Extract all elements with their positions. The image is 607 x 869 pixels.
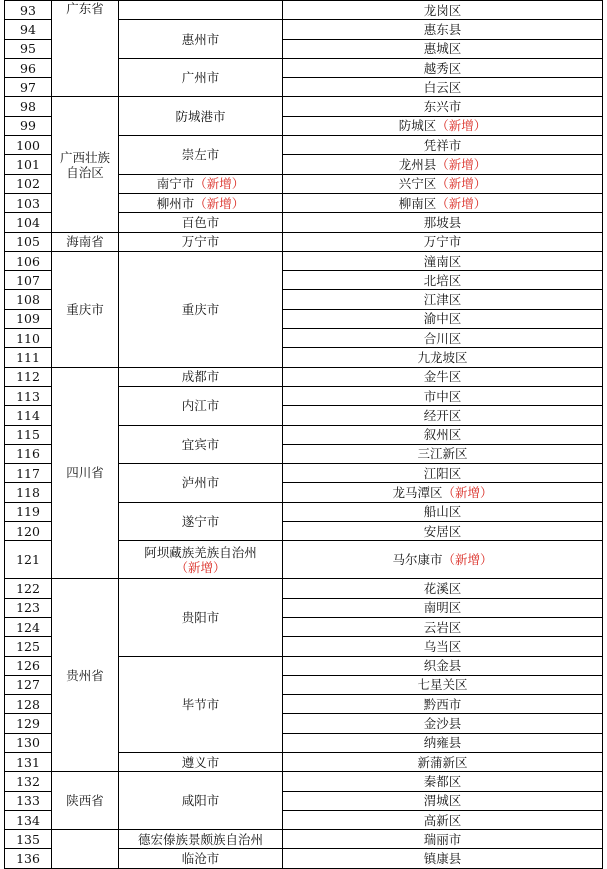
city-name: 内江市 — [181, 398, 220, 414]
district-name: 凭祥市 — [423, 137, 462, 153]
district-name: 高新区 — [423, 812, 462, 828]
city-name: 广州市 — [181, 70, 220, 86]
row-number-cell — [5, 213, 52, 232]
city-cell — [119, 58, 283, 97]
row-number: 131 — [16, 754, 40, 770]
district-name: 镇康县 — [423, 851, 462, 867]
table-row — [5, 232, 603, 251]
row-number: 104 — [16, 214, 40, 230]
city-cell — [119, 193, 283, 212]
district-cell — [283, 193, 603, 212]
district-name: 东兴市 — [423, 99, 462, 115]
district-name: 柳南区 — [398, 195, 437, 211]
city-cell — [119, 849, 283, 868]
row-number-cell — [5, 251, 52, 270]
row-number-cell — [5, 367, 52, 386]
district-name: 七星关区 — [417, 677, 468, 693]
row-number-cell — [5, 598, 52, 617]
district-cell — [283, 174, 603, 193]
row-number: 125 — [16, 638, 40, 654]
district-cell — [283, 213, 603, 232]
region-table — [4, 0, 603, 869]
district-cell — [283, 464, 603, 483]
new-tag: （新增） — [194, 195, 245, 211]
new-tag: （新增） — [194, 176, 245, 192]
district-cell — [283, 251, 603, 270]
row-number: 93 — [20, 2, 36, 18]
district-cell — [283, 406, 603, 425]
province-name: 广东省 — [66, 1, 104, 16]
district-cell — [283, 271, 603, 290]
row-number: 95 — [20, 41, 36, 57]
district-cell — [283, 714, 603, 733]
city-cell — [119, 1, 283, 20]
row-number: 111 — [16, 349, 40, 365]
row-number-cell — [5, 849, 52, 868]
city-name: 遂宁市 — [181, 514, 220, 530]
row-number: 119 — [16, 504, 40, 520]
city-cell — [119, 772, 283, 830]
table-row — [5, 1, 603, 20]
province-cell — [52, 830, 119, 869]
table-row — [5, 367, 603, 386]
district-cell — [283, 97, 603, 116]
city-cell — [119, 386, 283, 425]
row-number-cell — [5, 617, 52, 636]
row-number: 134 — [16, 812, 40, 828]
city-name: 惠州市 — [181, 31, 220, 47]
district-cell — [283, 444, 603, 463]
district-cell — [283, 733, 603, 752]
district-name: 合川区 — [423, 330, 462, 346]
row-number-cell — [5, 522, 52, 541]
district-name: 龙州县 — [398, 157, 437, 173]
city-name: 临沧市 — [181, 851, 220, 867]
district-name: 织金县 — [423, 658, 462, 674]
district-name: 秦都区 — [423, 773, 462, 789]
row-number: 97 — [20, 79, 36, 95]
city-cell — [119, 464, 283, 503]
city-name: 重庆市 — [181, 301, 220, 317]
new-tag: （新增） — [436, 195, 487, 211]
row-number-cell — [5, 290, 52, 309]
province-name: 陕西省 — [66, 793, 104, 809]
district-cell — [283, 483, 603, 502]
row-number: 107 — [16, 272, 40, 288]
district-name: 龙马潭区 — [392, 485, 443, 501]
city-cell — [119, 502, 283, 541]
district-name: 越秀区 — [423, 60, 462, 76]
province-cell — [52, 20, 119, 97]
new-tag: （新增） — [442, 485, 493, 501]
province-cell — [52, 579, 119, 772]
district-name: 新蒲新区 — [417, 754, 468, 770]
district-name: 九龙坡区 — [417, 349, 468, 365]
table-container — [4, 0, 603, 869]
province-cell — [52, 251, 119, 367]
row-number: 106 — [16, 253, 40, 269]
row-number-cell — [5, 752, 52, 771]
district-name: 瑞丽市 — [423, 831, 462, 847]
new-tag: （新增） — [175, 559, 226, 575]
district-cell — [283, 617, 603, 636]
district-cell — [283, 522, 603, 541]
city-cell — [119, 579, 283, 656]
district-name: 兴宁区 — [398, 176, 437, 192]
province-name: 重庆市 — [66, 301, 104, 317]
row-number: 115 — [16, 427, 40, 443]
city-cell — [119, 425, 283, 464]
row-number-cell — [5, 309, 52, 328]
row-number-cell — [5, 675, 52, 694]
district-name: 叙州区 — [423, 427, 462, 443]
district-cell — [283, 695, 603, 714]
row-number: 122 — [16, 580, 40, 596]
district-cell — [283, 386, 603, 405]
district-cell — [283, 830, 603, 849]
province-cell — [52, 772, 119, 830]
table-row — [5, 251, 603, 270]
district-name: 那坡县 — [423, 214, 462, 230]
city-name: 柳州市 — [156, 195, 195, 211]
city-name: 咸阳市 — [181, 793, 220, 809]
district-cell — [283, 58, 603, 77]
district-cell — [283, 309, 603, 328]
district-cell — [283, 752, 603, 771]
district-name: 金牛区 — [423, 369, 462, 385]
district-name: 花溪区 — [423, 580, 462, 596]
district-cell — [283, 232, 603, 251]
row-number-cell — [5, 541, 52, 579]
district-name: 经开区 — [423, 407, 462, 423]
city-name: 百色市 — [181, 214, 220, 230]
city-name: 南宁市 — [156, 176, 195, 192]
city-cell — [119, 830, 283, 849]
district-name: 纳雍县 — [423, 735, 462, 751]
city-cell — [119, 136, 283, 175]
city-cell — [119, 752, 283, 771]
city-cell — [119, 367, 283, 386]
row-number: 135 — [16, 831, 40, 847]
row-number-cell — [5, 174, 52, 193]
district-cell — [283, 155, 603, 174]
district-name: 渭城区 — [423, 793, 462, 809]
new-tag: （新增） — [436, 176, 487, 192]
row-number-cell — [5, 136, 52, 155]
row-number: 124 — [16, 619, 40, 635]
row-number: 117 — [16, 465, 40, 481]
row-number-cell — [5, 58, 52, 77]
province-cell — [52, 367, 119, 579]
row-number: 130 — [16, 735, 40, 751]
new-tag: （新增） — [442, 552, 493, 568]
district-cell — [283, 20, 603, 39]
district-cell — [283, 541, 603, 579]
district-cell — [283, 290, 603, 309]
row-number-cell — [5, 772, 52, 791]
row-number: 120 — [16, 523, 40, 539]
city-cell — [119, 174, 283, 193]
row-number-cell — [5, 406, 52, 425]
row-number-cell — [5, 39, 52, 58]
city-cell — [119, 251, 283, 367]
city-name: 毕节市 — [181, 696, 220, 712]
district-cell — [283, 637, 603, 656]
district-cell — [283, 116, 603, 135]
district-name: 乌当区 — [423, 638, 462, 654]
row-number-cell — [5, 444, 52, 463]
row-number-cell — [5, 155, 52, 174]
row-number-cell — [5, 348, 52, 367]
row-number: 132 — [16, 773, 40, 789]
row-number: 128 — [16, 696, 40, 712]
row-number: 136 — [16, 851, 40, 867]
district-cell — [283, 78, 603, 97]
city-name: 防城港市 — [175, 108, 226, 124]
row-number-cell — [5, 502, 52, 521]
row-number-cell — [5, 830, 52, 849]
row-number-cell — [5, 464, 52, 483]
district-name: 江津区 — [423, 292, 462, 308]
province-name: 海南省 — [66, 234, 104, 250]
row-number-cell — [5, 20, 52, 39]
row-number-cell — [5, 425, 52, 444]
district-name: 安居区 — [423, 523, 462, 539]
district-name: 江阳区 — [423, 465, 462, 481]
province-cell — [52, 232, 119, 251]
row-number-cell — [5, 232, 52, 251]
district-name: 潼南区 — [423, 253, 462, 269]
table-row — [5, 830, 603, 849]
table-row — [5, 97, 603, 116]
row-number: 114 — [16, 407, 40, 423]
row-number: 102 — [16, 176, 40, 192]
district-cell — [283, 1, 603, 20]
city-cell — [119, 20, 283, 59]
new-tag: （新增） — [436, 157, 487, 173]
city-cell — [119, 656, 283, 752]
district-name: 北培区 — [423, 272, 462, 288]
row-number-cell — [5, 637, 52, 656]
row-number: 108 — [16, 292, 40, 308]
district-name: 白云区 — [423, 79, 462, 95]
row-number: 94 — [20, 21, 36, 37]
row-number-cell — [5, 116, 52, 135]
district-name: 惠城区 — [423, 41, 462, 57]
row-number: 126 — [16, 658, 40, 674]
row-number: 105 — [16, 234, 40, 250]
district-cell — [283, 656, 603, 675]
row-number: 123 — [16, 600, 40, 616]
district-cell — [283, 849, 603, 868]
row-number: 118 — [16, 485, 40, 501]
row-number: 133 — [16, 793, 40, 809]
row-number: 99 — [20, 118, 36, 134]
district-cell — [283, 598, 603, 617]
district-cell — [283, 502, 603, 521]
row-number-cell — [5, 78, 52, 97]
row-number-cell — [5, 695, 52, 714]
city-cell — [119, 541, 283, 579]
row-number-cell — [5, 271, 52, 290]
row-number: 113 — [16, 388, 40, 404]
row-number: 103 — [16, 195, 40, 211]
district-name: 船山区 — [423, 504, 462, 520]
district-cell — [283, 348, 603, 367]
district-name: 南明区 — [423, 600, 462, 616]
district-cell — [283, 425, 603, 444]
district-name: 市中区 — [423, 388, 462, 404]
province-cell — [52, 1, 119, 20]
row-number: 96 — [20, 60, 36, 76]
row-number-cell — [5, 579, 52, 598]
row-number: 121 — [16, 552, 40, 568]
city-cell — [119, 97, 283, 136]
city-name: 德宏傣族景颇族自治州 — [137, 831, 263, 847]
city-name: 泸州市 — [181, 475, 220, 491]
city-name: 贵阳市 — [181, 609, 220, 625]
row-number: 101 — [16, 157, 40, 173]
row-number: 129 — [16, 716, 40, 732]
district-cell — [283, 675, 603, 694]
row-number-cell — [5, 483, 52, 502]
row-number: 112 — [16, 369, 40, 385]
district-name: 金沙县 — [423, 716, 462, 732]
district-cell — [283, 136, 603, 155]
district-name: 云岩区 — [423, 619, 462, 635]
city-name: 成都市 — [181, 369, 220, 385]
city-name: 宜宾市 — [181, 436, 220, 452]
row-number-cell — [5, 329, 52, 348]
district-name: 惠东县 — [423, 21, 462, 37]
district-name: 黔西市 — [423, 696, 462, 712]
city-name: 崇左市 — [181, 147, 220, 163]
province-name: 广西壮族自治区 — [59, 149, 110, 180]
district-cell — [283, 329, 603, 348]
district-name: 龙岗区 — [423, 2, 462, 18]
province-cell — [52, 97, 119, 232]
province-name: 贵州省 — [66, 667, 104, 683]
district-cell — [283, 772, 603, 791]
district-name: 渝中区 — [423, 311, 462, 327]
city-name: 万宁市 — [181, 234, 220, 250]
province-name: 四川省 — [66, 465, 104, 481]
table-row — [5, 20, 603, 39]
district-cell — [283, 579, 603, 598]
district-cell — [283, 810, 603, 829]
district-name: 马尔康市 — [392, 552, 443, 568]
row-number-cell — [5, 386, 52, 405]
new-tag: （新增） — [436, 118, 487, 134]
row-number-cell — [5, 791, 52, 810]
city-cell — [119, 232, 283, 251]
row-number-cell — [5, 714, 52, 733]
row-number: 100 — [16, 137, 40, 153]
district-name: 万宁市 — [423, 234, 462, 250]
district-cell — [283, 367, 603, 386]
district-cell — [283, 39, 603, 58]
row-number-cell — [5, 1, 52, 20]
city-name: 遵义市 — [181, 754, 220, 770]
district-cell — [283, 791, 603, 810]
row-number: 109 — [16, 311, 40, 327]
row-number-cell — [5, 193, 52, 212]
row-number: 98 — [20, 99, 36, 115]
district-name: 三江新区 — [417, 446, 468, 462]
table-row — [5, 772, 603, 791]
row-number: 116 — [16, 446, 40, 462]
row-number: 127 — [16, 677, 40, 693]
row-number-cell — [5, 97, 52, 116]
row-number: 110 — [16, 330, 40, 346]
row-number-cell — [5, 656, 52, 675]
row-number-cell — [5, 810, 52, 829]
city-name: 阿坝藏族羌族自治州 — [144, 544, 257, 560]
table-row — [5, 579, 603, 598]
city-cell — [119, 213, 283, 232]
district-name: 防城区 — [398, 118, 437, 134]
row-number-cell — [5, 733, 52, 752]
